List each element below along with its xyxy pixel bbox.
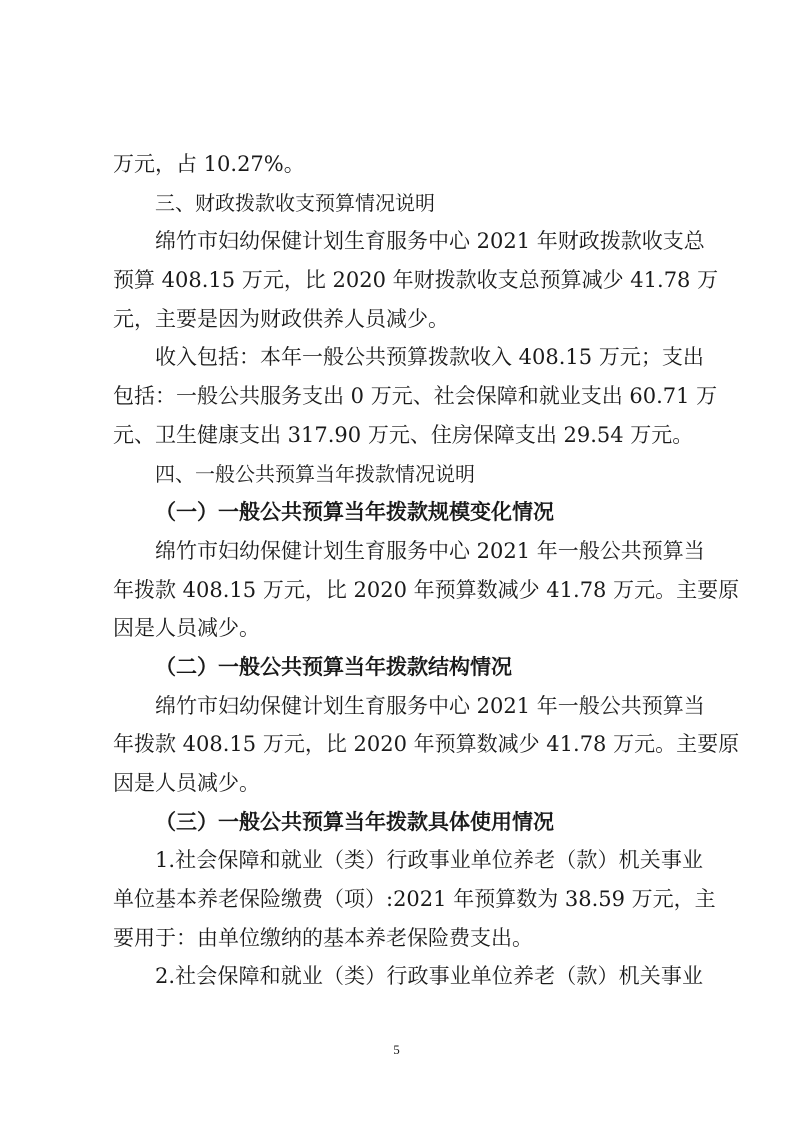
body-text-line: 包括：一般公共服务支出 0 万元、社会保障和就业支出 60.71 万 xyxy=(113,384,718,409)
page-content xyxy=(113,145,740,996)
body-text-line: 万元，占 10.27%。 xyxy=(113,152,305,176)
body-text-line: 年拨款 408.15 万元，比 2020 年预算数减少 41.78 万元。主要原 xyxy=(113,577,740,602)
body-text-line: 元，主要是因为财政供养人员减少。 xyxy=(113,306,449,331)
body-text-line: 收入包括：本年一般公共预算拨款收入 408.15 万元；支出 xyxy=(155,345,704,370)
body-text-line: 要用于：由单位缴纳的基本养老保险费支出。 xyxy=(113,925,533,950)
subsection-heading: （一）一般公共预算当年拨款规模变化情况 xyxy=(155,499,554,525)
body-text-line: 2.社会保障和就业（类）行政事业单位养老（款）机关事业 xyxy=(155,964,703,989)
section-heading: 四、一般公共预算当年拨款情况说明 xyxy=(155,461,475,486)
page-number: 5 xyxy=(393,1042,400,1057)
body-text-line: 因是人员减少。 xyxy=(113,771,260,795)
body-text-line: 预算 408.15 万元，比 2020 年财拨款收支总预算减少 41.78 万 xyxy=(113,268,719,293)
body-text-line: 绵竹市妇幼保健计划生育服务中心 2021 年一般公共预算当 xyxy=(155,693,705,718)
section-heading: 三、财政拨款收支预算情况说明 xyxy=(155,190,435,215)
body-text-line: 绵竹市妇幼保健计划生育服务中心 2021 年一般公共预算当 xyxy=(155,538,705,563)
body-text-line: 元、卫生健康支出 317.90 万元、住房保障支出 29.54 万元。 xyxy=(113,422,694,447)
body-text-line: 因是人员减少。 xyxy=(113,616,260,641)
subsection-heading: （二）一般公共预算当年拨款结构情况 xyxy=(155,653,512,679)
body-text-line: 单位基本养老保险缴费（项）:2021 年预算数为 38.59 万元，主 xyxy=(113,887,716,912)
body-text-line: 年拨款 408.15 万元，比 2020 年预算数减少 41.78 万元。主要原 xyxy=(113,732,740,757)
body-text-line: 绵竹市妇幼保健计划生育服务中心 2021 年财政拨款收支总 xyxy=(155,229,705,254)
subsection-heading: （三）一般公共预算当年拨款具体使用情况 xyxy=(155,808,554,834)
body-text-line: 1.社会保障和就业（类）行政事业单位养老（款）机关事业 xyxy=(155,848,703,873)
